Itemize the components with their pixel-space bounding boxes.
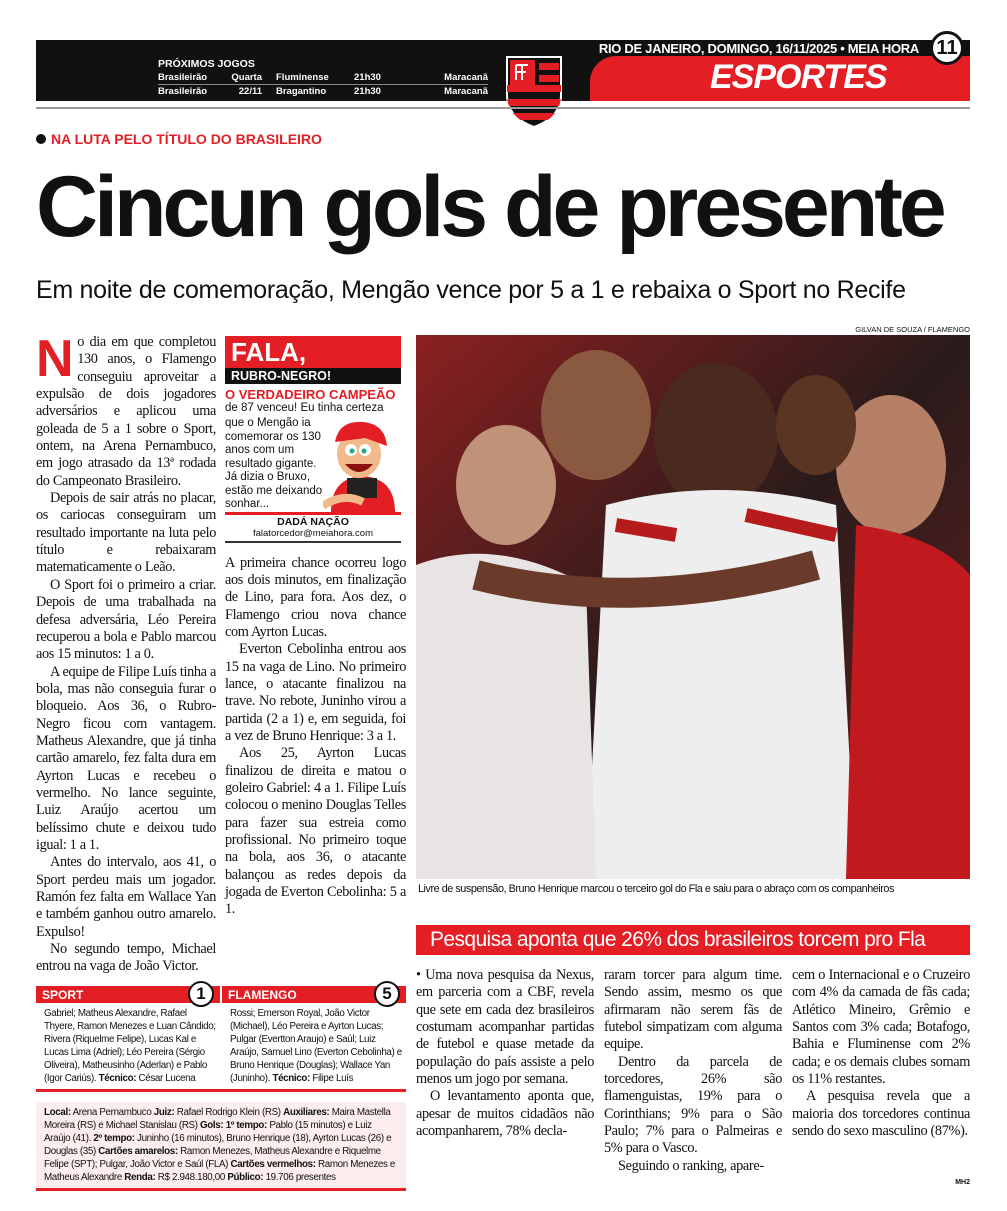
- cell: 22/11: [238, 86, 262, 97]
- fact-label: Gols: 1º tempo:: [200, 1119, 267, 1131]
- fact-label: Público:: [227, 1171, 264, 1183]
- fact-label: Auxiliares:: [283, 1106, 330, 1118]
- fala-lead: O VERDADEIRO CAMPEÃO: [225, 387, 396, 402]
- page-number: 11: [930, 31, 964, 65]
- paragraph: Seguindo o ranking, apare-: [618, 1157, 764, 1174]
- team-score: 1: [188, 981, 214, 1007]
- lineup-text: Gabriel; Matheus Alexandre, Rafael Thyere, Ramon Menezes e Luan Cândido; Rivera (Riquelme Felipe), Lucas Kal e Lucas Lima (Adriel); Léo Pereira (Sérgio Oliveira), Matheusinho (Aderlan) e Pablo (Igor Cariús).: [44, 1007, 216, 1084]
- paragraph: No segundo tempo, Michael entrou na vaga de João Victor.: [36, 941, 216, 975]
- team-name: SPORT: [36, 986, 220, 1003]
- fact-value: Maira Mastella Moreira (RS) e Michael Stanislau (RS): [44, 1106, 391, 1131]
- players-celebrating-image: [416, 335, 970, 879]
- celebration-photo: [416, 335, 970, 879]
- pesquisa-column-1: [416, 967, 594, 1175]
- cell: Brasileirão: [158, 86, 208, 97]
- paragraph: Dentro da parcela de torcedores, 26% são flamenguistas, 19% para o Corinthians; 9% para o São Paulo; 7% para o Palmeiras e 5% para o Vasco.: [604, 1053, 782, 1157]
- pesquisa-column-3: [792, 967, 970, 1175]
- next-games-title: PRÓXIMOS JOGOS: [158, 58, 255, 70]
- paragraph: Antes do intervalo, aos 41, o Sport perdeu mais um jogador. Ramón fez falta em Wallace Yan e também ganhou outro amarelo. Expulso!: [36, 854, 216, 940]
- fact-label: Juiz:: [153, 1106, 175, 1118]
- fala-rubro-negro-box: [225, 336, 401, 543]
- paragraph: • Uma nova pesquisa da Nexus, em parceria com a CBF, revela que sete em cada dez brasileiros costumam acompanhar partidas de futebol e quase metade da população do país assiste a pelo menos um jogo por semana.: [416, 967, 594, 1088]
- paragraph: A equipe de Filipe Luís tinha a bola, mas não conseguia furar o bloqueio. Aos 36, o Rubro-Negro ficou com vantagem. Matheus Alexandre, que já tinha cartão amarelo, fez falta dura em Ayrton Lucas e recebeu o vermelho. No lance seguinte, Luiz Araújo acertou um belíssimo chute e deixou tudo igual: 1 a 1.: [36, 663, 216, 853]
- cell: Maracanã: [444, 86, 488, 97]
- fact-label: 2º tempo:: [93, 1132, 135, 1144]
- fact-label: Cartões amarelos:: [98, 1145, 178, 1157]
- paragraph: Everton Cebolinha entrou aos 15 na vaga de Lino. No primeiro lance, o atacante finalizou na trave. No rebote, Juninho virou a partida (2 a 1) e, em seguida, foi a vez de Bruno Henrique: 3 a 1.: [225, 641, 406, 744]
- fala-title: FALA,: [225, 336, 401, 368]
- match-lineups: [36, 983, 406, 1092]
- team-flamengo: [222, 983, 406, 1085]
- cell: 21h30: [354, 71, 442, 85]
- match-facts: [36, 1102, 406, 1191]
- team-name: FLAMENGO: [222, 986, 406, 1003]
- team-lineup: [36, 1003, 220, 1085]
- fact-value: 19.706 presentes: [265, 1171, 336, 1183]
- game-row: [158, 85, 488, 99]
- fact-value: Rafael Rodrigo Klein (RS): [176, 1106, 281, 1118]
- divider: [36, 107, 970, 109]
- paragraph: Depois de sair atrás no placar, os cariocas conseguiram um resultado importante na luta pelo título e rebaixaram matematicamente o Leão.: [36, 490, 216, 576]
- game-row: [158, 71, 488, 85]
- lineup-text: Rossi; Emerson Royal, João Victor (Michael), Léo Pereira e Ayrton Lucas; Pulgar (Evertton Araujo) e Saúl; Luiz Araújo, Samuel Lino (Everton Cebolinha) e Bruno Henrique (Douglas); Wallace Yan (Juninho).: [230, 1007, 402, 1084]
- paragraph: A pesquisa revela que a maioria dos torcedores continua sendo do sexo masculino (87%).: [792, 1088, 970, 1140]
- fact-label: Cartões vermelhos:: [230, 1158, 316, 1170]
- coach-name: Filipe Luís: [312, 1072, 354, 1084]
- paragraph-text: o dia em que completou 130 anos, o Flamengo conseguiu aproveitar a expulsão de dois jogadores adversários e aplicou uma goleada de 5 a 1 sobre o Sport, ontem, na Arena Pernambuco, em jogo atrasado da 13ª rodada do Campeonato Brasileiro.: [36, 334, 216, 489]
- paragraph: A primeira chance ocorreu logo aos dois minutos, em finalização de Lino, para fora. Aos dez, o Flamengo criou nova chance com Ayrton Lucas.: [225, 554, 406, 640]
- article-columns: [36, 330, 406, 976]
- photo-credit: GILVAN DE SOUZA / FLAMENGO: [855, 325, 970, 334]
- pesquisa-headline: Pesquisa aponta que 26% dos brasileiros torcem pro Fla: [416, 925, 970, 955]
- next-games: [158, 58, 488, 98]
- headline: Cincun gols de presente: [36, 159, 943, 255]
- cell: 21h30: [354, 86, 381, 97]
- fact-label: Local:: [44, 1106, 71, 1118]
- pesquisa-columns: [416, 967, 970, 1175]
- paragraph: Aos 25, Ayrton Lucas finalizou de direita e matou o goleiro Gabriel: 4 a 1. Filipe Luís colocou o menino Douglas Telles para fazer sua estreia como profissional. No primeiro toque na bola, aos 36, o atacante balançou as redes depois da jogada de Everton Cebolinha: 5 a 1.: [225, 745, 406, 918]
- pesquisa-column-2: [604, 967, 782, 1175]
- drop-cap: N: [36, 330, 74, 388]
- cell: Fluminense: [276, 71, 354, 85]
- column-2-wrapper: [225, 334, 406, 919]
- cell: Brasileirão: [158, 71, 218, 85]
- fact-value: Juninho (16 minutos), Bruno Henrique (18), Ayrton Lucas (26) e Douglas (35): [44, 1132, 392, 1157]
- coach-label: Técnico:: [272, 1072, 310, 1084]
- paper-name: MEIA HORA: [847, 41, 919, 56]
- dateline: [599, 41, 919, 56]
- fala-email-link[interactable]: falatorcedor@meiahora.com: [225, 528, 401, 543]
- team-score: 5: [374, 981, 400, 1007]
- fala-line: de 87 venceu! Eu tinha certeza: [225, 402, 384, 414]
- fact-label: Renda:: [124, 1171, 156, 1183]
- fala-signature: DADÁ NAÇÃO: [225, 512, 401, 528]
- fala-row: [225, 416, 401, 512]
- kicker-text: NA LUTA PELO TÍTULO DO BRASILEIRO: [51, 131, 322, 147]
- article-column-1: [36, 330, 216, 976]
- paragraph: raram torcer para algum time. Sendo assim, mesmo os que afirmaram não serem fãs de futebol simpatizam com alguma equipe.: [604, 967, 782, 1053]
- paragraph: cem o Internacional e o Cruzeiro com 4% da camada de fãs cada; Atlético Mineiro, Grêmio e Santos com 3% cada; Botafogo, Bahia e Fluminense com 2% cada; e os demais clubes somam os 11% restantes.: [792, 967, 970, 1088]
- cell: Quarta: [218, 71, 276, 85]
- flamengo-crest-icon: [505, 55, 563, 129]
- subtitle: Em noite de comemoração, Mengão vence por 5 a 1 e rebaixa o Sport no Recife: [36, 276, 906, 304]
- mascot-illustration-icon: [323, 416, 401, 512]
- coach-name: César Lucena: [138, 1072, 196, 1084]
- fact-value: Ramon Menezes e Matheus Alexandre: [44, 1158, 396, 1183]
- section-title: ESPORTES: [710, 58, 887, 96]
- team-sport: [36, 983, 220, 1085]
- page-tag: MH2: [955, 1179, 970, 1187]
- fact-value: Arena Pernambuco: [72, 1106, 152, 1118]
- paragraph: O levantamento aponta que, apesar de muitos cidadãos não acompanharem, 78% decla-: [416, 1088, 594, 1140]
- team-lineup: [222, 1003, 406, 1085]
- kicker: [36, 131, 322, 147]
- bullet-icon: [36, 134, 46, 144]
- photo-and-survey-region: [416, 325, 970, 1206]
- photo-caption: Livre de suspensão, Bruno Henrique marcou o terceiro gol do Fla e saiu para o abraço com os companheiros: [418, 883, 894, 895]
- match-story-region: [36, 330, 406, 1211]
- article-column-2: [225, 555, 406, 919]
- fact-value: R$ 2.948.180,00: [157, 1171, 225, 1183]
- cell: Bragantino: [276, 86, 327, 97]
- paragraph: O Sport foi o primeiro a criar. Depois de uma trabalhada na defesa adversária, Léo Pereira recuperou a bola e Pablo marcou aos 15 minutos: 1 a 0.: [36, 576, 216, 663]
- fact-value: Pablo (15 minutos) e Luiz Araújo (41).: [44, 1119, 372, 1144]
- fala-subtitle: RUBRO-NEGRO!: [225, 368, 401, 384]
- coach-label: Técnico:: [98, 1072, 137, 1084]
- next-games-table: [158, 71, 488, 98]
- cell: Maracanã: [442, 71, 488, 85]
- paragraph: [36, 330, 216, 490]
- fact-value: Ramon Menezes, Matheus Alexandre e Riquelme Felipe (SPT); Pulgar, João Victor e Saúl (FLA): [44, 1145, 381, 1170]
- date-text: RIO DE JANEIRO, DOMINGO, 16/11/2025 •: [598, 41, 845, 56]
- fala-body: que o Mengão ia comemorar os 130 anos com um resultado gigante. Já dizia o Bruxo, estão me deixando sonhar...: [225, 417, 323, 510]
- paragraph-text: Uma nova pesquisa da Nexus, em parceria com a CBF, revela que sete em cada dez brasileiros costumam acompanhar partidas de futebol e quase metade da população do país assiste a pelo menos um jogo por semana.: [416, 967, 594, 1088]
